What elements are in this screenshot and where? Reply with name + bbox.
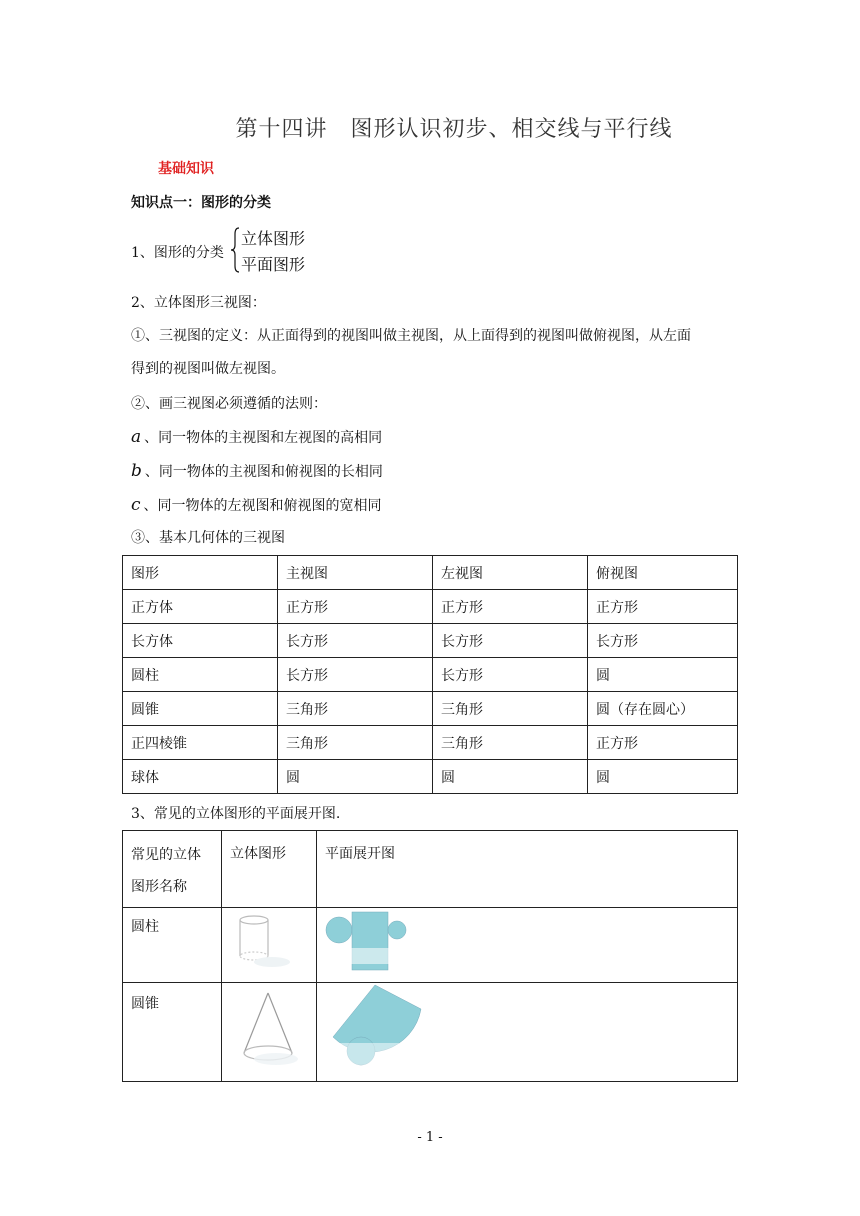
table-cell: 长方形 <box>433 658 588 692</box>
table-cell: 长方体 <box>123 624 278 658</box>
rules-heading: ②、画三视图必须遵循的法则： <box>131 396 327 412</box>
cylinder-net-icon <box>325 908 435 974</box>
table-cell: 三角形 <box>433 692 588 726</box>
table-header-cell: 俯视图 <box>588 556 738 590</box>
table-row <box>123 908 738 983</box>
table-cell: 正方形 <box>588 590 738 624</box>
rule-b <box>131 463 383 480</box>
table-cell: 正方体 <box>123 590 278 624</box>
table-cell: 圆 <box>588 658 738 692</box>
table-header-cell: 平面展开图 <box>317 831 738 908</box>
rule-a <box>131 429 382 446</box>
cylinder-icon <box>230 908 310 974</box>
table-cell: 三角形 <box>433 726 588 760</box>
table-cell: 圆 <box>278 760 433 794</box>
table-cell: 三角形 <box>278 692 433 726</box>
table-cell: 正四棱锥 <box>123 726 278 760</box>
header-name-line-2: 图形名称 <box>131 879 187 895</box>
table-header-cell: 左视图 <box>433 556 588 590</box>
table-cell: 三角形 <box>278 726 433 760</box>
table-cell: 圆（存在圆心） <box>588 692 738 726</box>
table-row <box>123 692 738 726</box>
page-number: - 1 - <box>417 1130 443 1145</box>
rule-b-letter: b <box>131 461 142 481</box>
knowledge-point-heading: 知识点一：图形的分类 <box>131 195 271 211</box>
rule-a-text: 、同一物体的主视图和左视图的高相同 <box>144 430 383 446</box>
classification-item-solid: 立体图形 <box>241 229 306 248</box>
table-row <box>123 624 738 658</box>
table-cell: 正方形 <box>433 590 588 624</box>
table-header-cell: 立体图形 <box>222 831 317 908</box>
basic-views-heading: ③、基本几何体的三视图 <box>131 530 285 546</box>
table-cell: 长方形 <box>433 624 588 658</box>
classification-label: 1、图形的分类 <box>131 245 224 261</box>
classification-item-plane: 平面图形 <box>241 255 306 274</box>
rule-c-letter: c <box>131 495 141 515</box>
table-header-row <box>123 556 738 590</box>
table-row <box>123 983 738 1082</box>
table-cell: 圆 <box>433 760 588 794</box>
cone-icon <box>230 983 310 1071</box>
rule-b-text: 、同一物体的主视图和俯视图的长相同 <box>144 464 383 480</box>
table-cell: 正方形 <box>588 726 738 760</box>
nets-heading: 3、常见的立体图形的平面展开图. <box>131 806 341 822</box>
cone-net-icon <box>325 983 445 1071</box>
table-row <box>123 726 738 760</box>
section-heading: 基础知识 <box>158 161 214 177</box>
table-cell: 圆柱 <box>123 658 278 692</box>
table-cell: 长方形 <box>278 658 433 692</box>
cone-solid-cell <box>222 983 317 1082</box>
table-cell: 圆 <box>588 760 738 794</box>
table-cell: 圆柱 <box>123 908 222 983</box>
table-header-row <box>123 831 738 908</box>
nets-table <box>122 830 738 1082</box>
table-cell: 正方形 <box>278 590 433 624</box>
rule-a-letter: a <box>131 427 142 447</box>
three-views-table <box>122 555 738 794</box>
table-cell: 球体 <box>123 760 278 794</box>
rule-c-text: 、同一物体的左视图和俯视图的宽相同 <box>143 498 382 514</box>
page-title: 第十四讲 图形认识初步、相交线与平行线 <box>235 117 673 142</box>
cylinder-solid-cell <box>222 908 317 983</box>
cylinder-net-cell <box>317 908 738 983</box>
definition-line-1: ①、三视图的定义：从正面得到的视图叫做主视图，从上面得到的视图叫做俯视图，从左面 <box>131 328 691 344</box>
header-name-line-1: 常见的立体 <box>131 847 201 863</box>
brace-icon <box>230 226 240 274</box>
table-row <box>123 658 738 692</box>
rule-c <box>131 497 382 514</box>
table-row <box>123 590 738 624</box>
table-header-cell <box>123 831 222 908</box>
table-cell: 长方形 <box>278 624 433 658</box>
table-cell: 圆锥 <box>123 983 222 1082</box>
table-cell: 长方形 <box>588 624 738 658</box>
table-cell: 圆锥 <box>123 692 278 726</box>
cone-net-cell <box>317 983 738 1082</box>
table-header-cell: 图形 <box>123 556 278 590</box>
table-header-cell: 主视图 <box>278 556 433 590</box>
table-row <box>123 760 738 794</box>
definition-line-2: 得到的视图叫做左视图。 <box>131 361 285 377</box>
three-views-heading: 2、立体图形三视图： <box>131 295 266 311</box>
